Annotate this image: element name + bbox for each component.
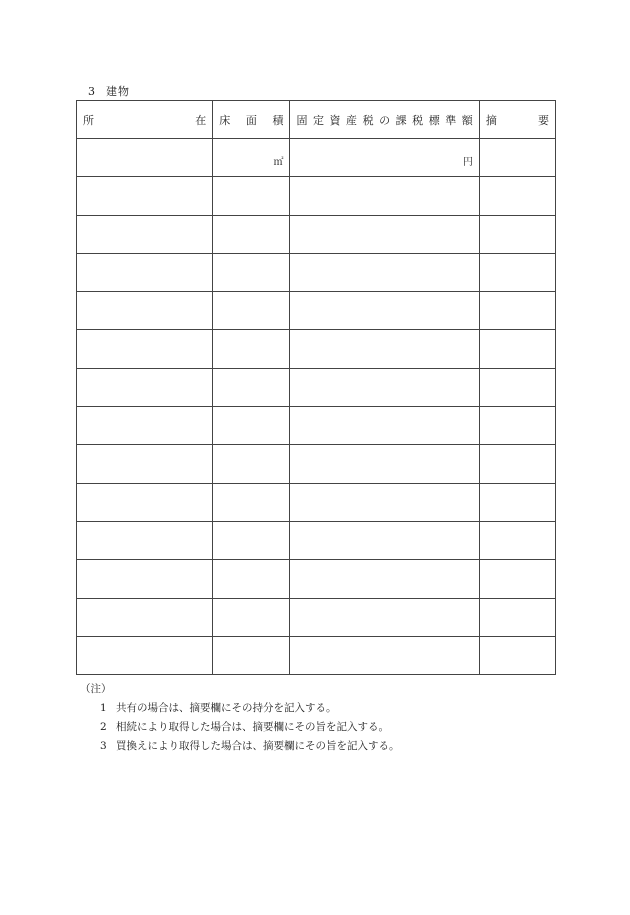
table-row — [77, 407, 556, 445]
note-item — [80, 737, 400, 756]
remarks-cell[interactable] — [479, 253, 555, 291]
note-number: 3 — [100, 740, 107, 752]
tax-base-cell[interactable] — [290, 407, 479, 445]
tax-base-cell[interactable] — [290, 253, 479, 291]
header-location — [77, 101, 213, 139]
tax-base-cell[interactable] — [290, 177, 479, 215]
location-cell[interactable] — [77, 598, 213, 636]
note-item — [80, 699, 400, 718]
note-text: 相続により取得した場合は、摘要欄にその旨を記入する。 — [116, 721, 389, 733]
location-cell[interactable] — [77, 636, 213, 674]
note-number: 1 — [100, 702, 107, 714]
tax-base-cell[interactable] — [290, 560, 479, 598]
header-floor-area — [213, 101, 290, 139]
location-cell[interactable] — [77, 253, 213, 291]
floor-area-cell[interactable] — [213, 177, 290, 215]
remarks-cell[interactable] — [479, 292, 555, 330]
floor-area-cell[interactable] — [213, 483, 290, 521]
table-row — [77, 215, 556, 253]
notes — [80, 680, 400, 756]
note-text: 買換えにより取得した場合は、摘要欄にその旨を記入する。 — [116, 740, 400, 752]
building-table — [76, 100, 556, 675]
floor-area-cell[interactable] — [213, 253, 290, 291]
floor-area-cell[interactable] — [213, 368, 290, 406]
floor-area-cell[interactable] — [213, 330, 290, 368]
table-row — [77, 292, 556, 330]
header-row — [77, 101, 556, 139]
notes-heading: （注） — [80, 683, 112, 695]
tax-base-cell[interactable] — [290, 215, 479, 253]
section-heading: 建物 — [106, 85, 130, 98]
remarks-cell[interactable] — [479, 521, 555, 559]
remarks-cell[interactable] — [479, 368, 555, 406]
unit-area: ㎡ — [273, 157, 284, 168]
floor-area-cell[interactable] — [213, 215, 290, 253]
location-cell[interactable] — [77, 330, 213, 368]
remarks-cell[interactable] — [479, 139, 555, 177]
table-row — [77, 598, 556, 636]
floor-area-cell[interactable] — [213, 636, 290, 674]
header-remarks — [479, 101, 555, 139]
table-row-units — [77, 139, 556, 177]
remarks-cell[interactable] — [479, 560, 555, 598]
remarks-cell[interactable] — [479, 177, 555, 215]
note-text: 共有の場合は、摘要欄にその持分を記入する。 — [116, 702, 337, 714]
table-row — [77, 521, 556, 559]
floor-area-cell[interactable] — [213, 292, 290, 330]
location-cell[interactable] — [77, 521, 213, 559]
location-cell[interactable] — [77, 560, 213, 598]
section-number: 3 — [88, 85, 96, 98]
floor-area-cell[interactable] — [213, 598, 290, 636]
header-floor-area-label: 床 面 積 — [219, 113, 284, 127]
tax-base-cell[interactable] — [290, 598, 479, 636]
tax-base-cell[interactable] — [290, 445, 479, 483]
table-row — [77, 560, 556, 598]
tax-base-cell[interactable] — [290, 521, 479, 559]
location-cell[interactable] — [77, 177, 213, 215]
note-number: 2 — [100, 721, 107, 733]
header-remarks-label: 摘 要 — [485, 113, 549, 127]
location-cell[interactable] — [77, 407, 213, 445]
tax-base-cell[interactable] — [290, 330, 479, 368]
table-row — [77, 177, 556, 215]
location-cell[interactable] — [77, 292, 213, 330]
remarks-cell[interactable] — [479, 598, 555, 636]
table-row — [77, 368, 556, 406]
table-row — [77, 636, 556, 674]
tax-base-cell[interactable] — [290, 139, 479, 177]
tax-base-cell[interactable] — [290, 292, 479, 330]
remarks-cell[interactable] — [479, 407, 555, 445]
note-item — [80, 718, 400, 737]
table-row — [77, 253, 556, 291]
location-cell[interactable] — [77, 445, 213, 483]
floor-area-cell[interactable] — [213, 445, 290, 483]
remarks-cell[interactable] — [479, 483, 555, 521]
location-cell[interactable] — [77, 139, 213, 177]
table-row — [77, 483, 556, 521]
floor-area-cell[interactable] — [213, 139, 290, 177]
table-row — [77, 330, 556, 368]
floor-area-cell[interactable] — [213, 407, 290, 445]
header-tax-base-label: 固 定 資 産 税 の 課 税 標 準 額 — [296, 113, 473, 127]
tax-base-cell[interactable] — [290, 368, 479, 406]
location-cell[interactable] — [77, 215, 213, 253]
section-title — [88, 83, 130, 99]
floor-area-cell[interactable] — [213, 521, 290, 559]
table-row — [77, 445, 556, 483]
location-cell[interactable] — [77, 368, 213, 406]
tax-base-cell[interactable] — [290, 636, 479, 674]
header-tax-base — [290, 101, 479, 139]
remarks-cell[interactable] — [479, 445, 555, 483]
tax-base-cell[interactable] — [290, 483, 479, 521]
remarks-cell[interactable] — [479, 636, 555, 674]
unit-yen: 円 — [462, 157, 473, 168]
header-location-label: 所 在 — [83, 113, 207, 127]
location-cell[interactable] — [77, 483, 213, 521]
remarks-cell[interactable] — [479, 215, 555, 253]
remarks-cell[interactable] — [479, 330, 555, 368]
floor-area-cell[interactable] — [213, 560, 290, 598]
